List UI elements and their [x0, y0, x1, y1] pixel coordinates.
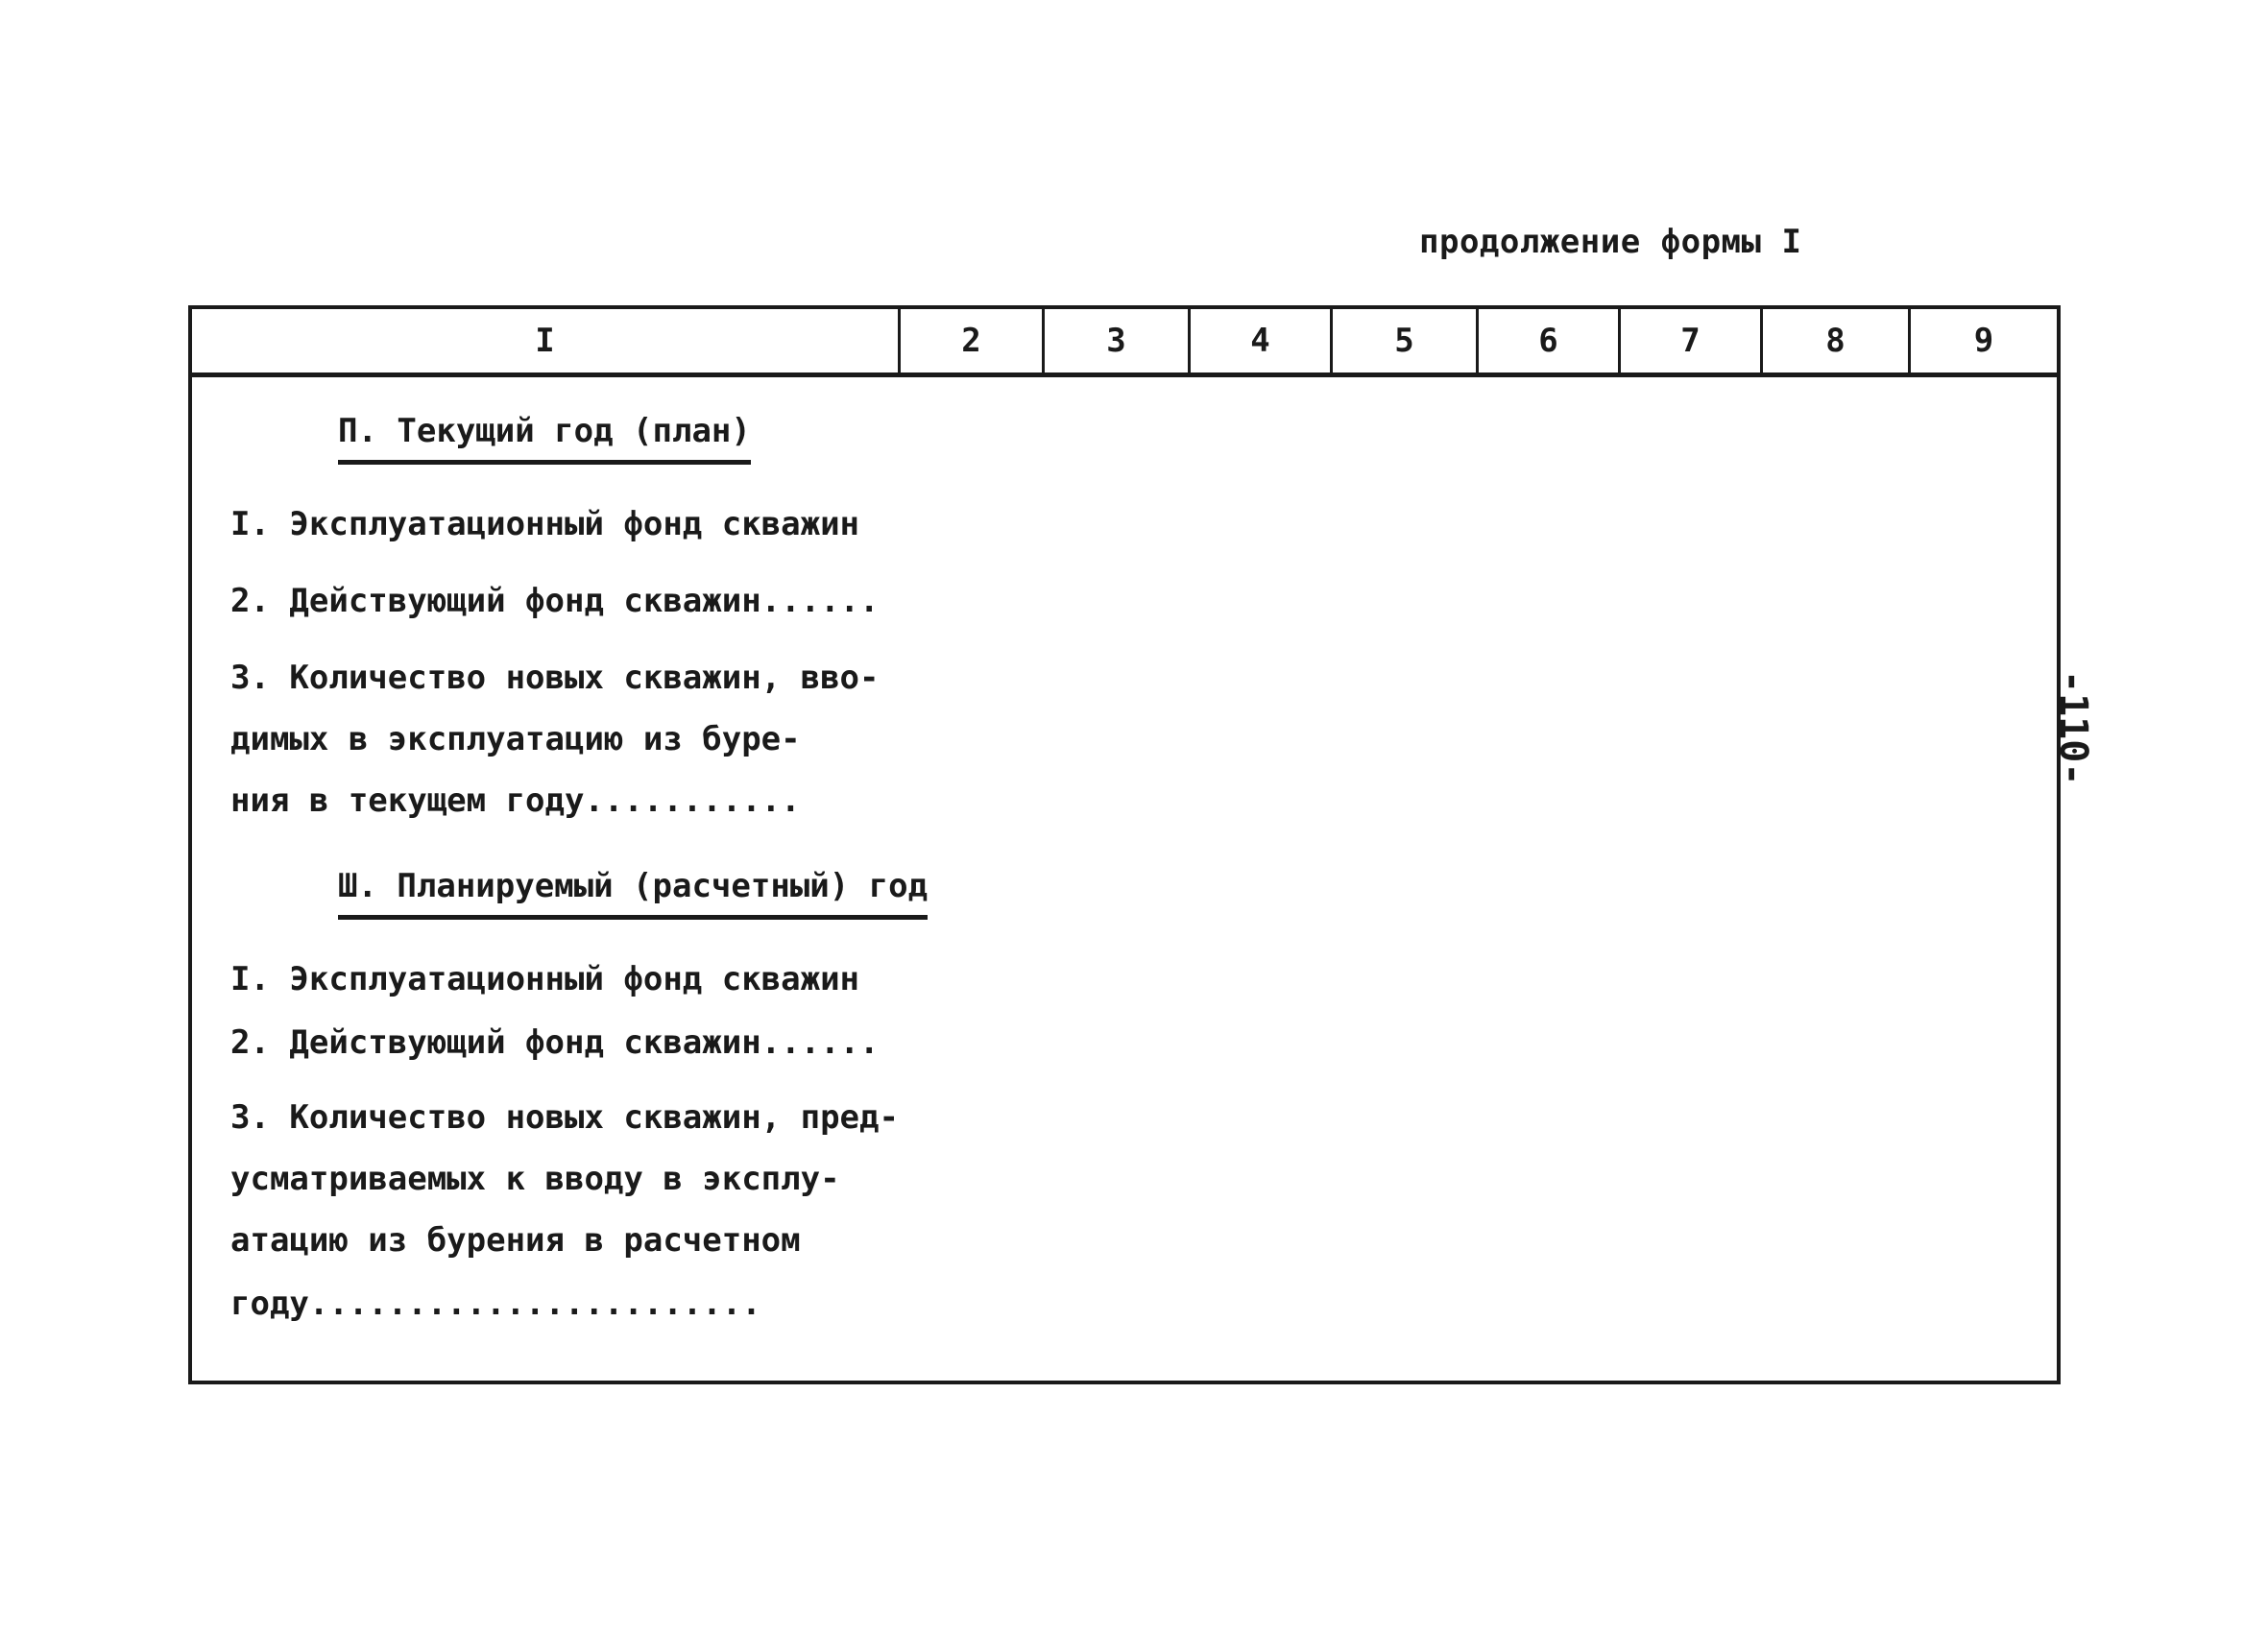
column-header-3: 3 [1045, 309, 1191, 372]
list-item-current-new-wells-line1: 3. Количество новых скважин, вво- [230, 659, 880, 697]
column-header-6: 6 [1479, 309, 1621, 372]
column-header-9: 9 [1973, 322, 1994, 360]
list-item-planned-new-wells-line4: году....................... [230, 1285, 761, 1323]
section-title-planned-year: Ш. Планируемый (расчетный) год [338, 867, 928, 920]
table-body [192, 377, 2057, 1381]
list-item-planned-new-wells-line3: атацию из бурения в расчетном [230, 1221, 801, 1260]
list-item-planned-active-fund: 2. Действующий фонд скважин...... [230, 1023, 880, 1062]
section-title-current-year: П. Текущий год (план) [338, 412, 751, 465]
list-item-current-new-wells-line2: димых в эксплуатацию из буре- [230, 720, 801, 758]
list-item-planned-new-wells-line2: усматриваемых к вводу в эксплу- [230, 1160, 840, 1198]
form-continuation-label: продолжение формы I [1419, 223, 1802, 261]
column-header-1: I [192, 309, 901, 372]
list-item-current-new-wells-line3: ния в текущем году........... [230, 781, 801, 820]
form-table [188, 305, 2061, 1384]
column-header-5: 5 [1333, 309, 1479, 372]
list-item-current-active-fund: 2. Действующий фонд скважин...... [230, 582, 880, 620]
page-number: -110- [2051, 670, 2095, 786]
column-header-7: 7 [1621, 309, 1763, 372]
table-header-row [192, 309, 2057, 377]
list-item-planned-new-wells-line1: 3. Количество новых скважин, пред- [230, 1098, 899, 1137]
list-item-current-operating-fund: I. Эксплуатационный фонд скважин [230, 505, 860, 543]
column-header-2: 2 [901, 309, 1045, 372]
column-header-8: 8 [1763, 309, 1911, 372]
column-header-4: 4 [1191, 309, 1333, 372]
list-item-planned-operating-fund: I. Эксплуатационный фонд скважин [230, 960, 860, 998]
